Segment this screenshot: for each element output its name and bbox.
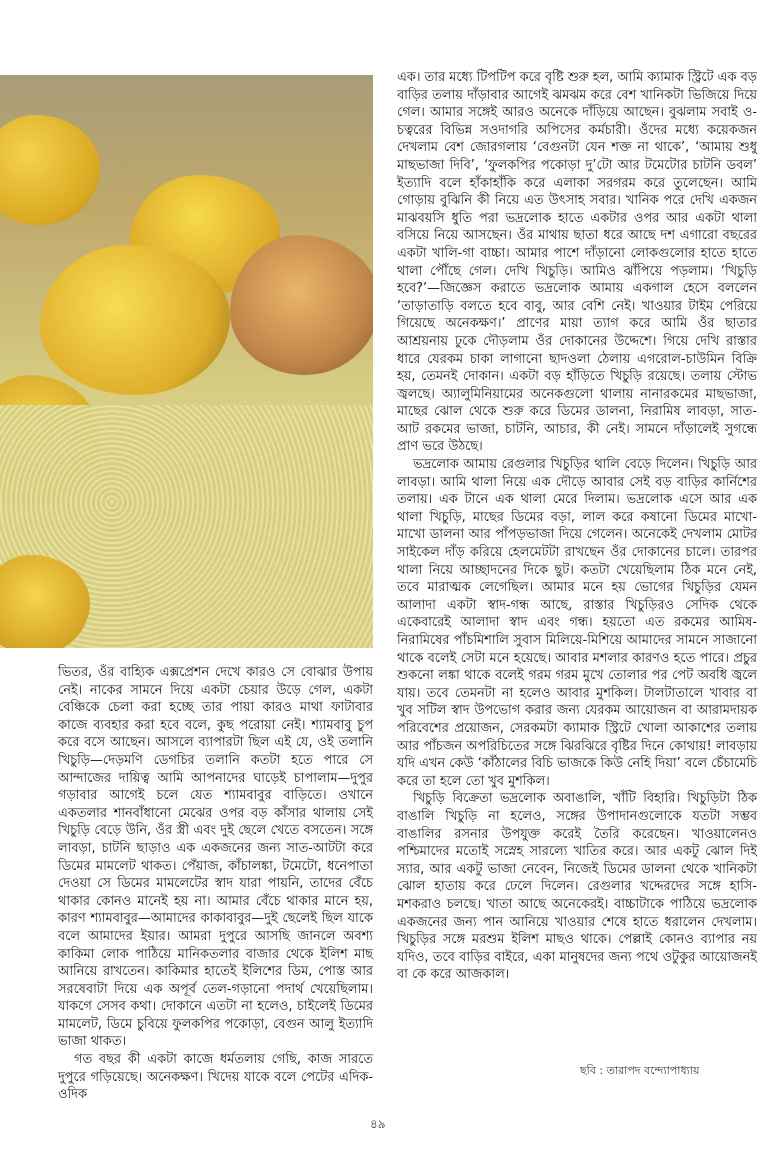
page-number: ৪৯ (370, 1117, 386, 1131)
food-photo (0, 75, 373, 648)
paragraph: এক। তার মধ্যে টিপটিপ করে বৃষ্টি শুরু হল, আমি ক্যামাক স্ট্রিটে এক বড় বাড়ির তলায় দাঁড়াবার আগেই ঝমঝম করে বেশ খানিকটা ভিজিয়ে দিয়ে গেল। আমার সঙ্গেই আরও অনেকে দাঁড়িয়ে আছেন। বুঝলাম সবাই ও-চত্বরের বিভিন্ন সওদাগরি অপিসের কর্মচারী। ওঁদের মধ্যে কয়েকজন দেখলাম বেশ জোরগলায় ‘বেগুনটা যেন শক্ত না থাকে’, ‘আমায় শুধু মাছভাজা দিবি’, ‘ফুলকপির পকোড়া দু’টো আর টমেটোর চাটনি ডবল’ ইত্যাদি বলে হাঁকাহাঁকি করে এলাকা সরগরম করে তুলেছেন। আমি গোড়ায় বুঝিনি কী নিয়ে এত উৎসাহ সবার। খানিক পরে দেখি একজন মাঝবয়সি ধুতি পরা ভদ্রলোক হাতে একটার ওপর আর একটা থালা বসিয়ে নিয়ে আসছেন। ওঁর মাথায় ছাতা ধরে আছে দশ এগারো বছরের একটা খালি-গা বাচ্চা। আমার পাশে দাঁড়ানো লোকগুলোর হাতে হাতে থালা পৌঁছে গেল। দেখি খিচুড়ি। আমিও ঝাঁপিয়ে পড়লাম। ‘খিচুড়ি হবে?’—জিজ্ঞেস করাতে ভদ্রলোক আমায় একগাল হেসে বললেন ‘তাড়াতাড়ি বলতে হবে বাবু, আর বেশি নেই। খাওয়ার টাইম পেরিয়ে গিয়েছে অনেকক্ষণ।’ প্রাণের মায়া ত্যাগ করে আমি ওঁর ছাতার আশ্রয়নায় ঢুকে দৌড়লাম ওঁর দোকানের উদ্দেশে। গিয়ে দেখি রাস্তার ধারে যেরকম চাকা লাগানো ছাদওলা ঠেলায় এগরোল-চাউমিন বিক্রি হয়, তেমনই দোকান। একটা বড় হাঁড়িতে খিচুড়ি রয়েছে। তলায় স্টোভ জ্বলছে। অ্যালুমিনিয়ামের অনেকগুলো থালায় নানারকমের মাছভাজা, মাছের ঝোল থেকে শুরু করে ডিমের ডালনা, নিরামিষ লাবড়া, সাত-আট রকমের ভাজা, চাটনি, আচার, কী নেই। সামনে দাঁড়ালেই সুগন্ধে প্রাণ ভরে উঠছে। (397, 70, 757, 455)
potato-piece (40, 245, 230, 395)
paragraph: ভদ্রলোক আমায় রেগুলার খিচুড়ির থালি বেড়ে দিলেন। খিচুড়ি আর লাবড়া। আমি থালা নিয়ে এক দৌড়ে আবার সেই বড় বাড়ির কার্নিশের তলায়। এক টানে এক থালা মেরে দিলাম। ভদ্রলোক এসে আর এক থালা খিচুড়ি, মাছের ডিমের বড়া, লাল করে কষানো ডিমের মাখো-মাখো ডালনা আর পাঁপড়ভাজা দিয়ে গেলেন। অনেকেই দেখলাম মোটর সাইকেল দাঁড় করিয়ে হেলমেটটা রাখছেন ওঁর দোকানের চালে। তারপর থালা নিয়ে আচ্ছাদনের দিকে ছুট। কতটা খেয়েছিলাম ঠিক মনে নেই, তবে মারাত্মক লেগেছিল। আমার মনে হয় ভোগের খিচুড়ির যেমন আলাদা একটা স্বাদ-গন্ধ আছে, রাস্তার খিচুড়িরও সেদিক থেকে একেবারেই আলাদা স্বাদ এবং গন্ধ। হয়তো এত রকমের আমিষ-নিরামিষের পাঁচমিশালি সুবাস মিলিয়ে-মিশিয়ে আমাদের সামনে সাজানো থাকে বলেই সেটা মনে হয়েছে। আবার মশলার কারণও হতে পারে। প্রচুর শুকনো লঙ্কা থাকে বলেই গরম গরম মুখে তোলার পর পেট অবধি জ্বলে যায়। তবে তেমনটা না হলেও আবার মুশকিল। টালটাতালে খাবার বা খুব সটিল স্বাদ উপভোগ করার জন্য যেরকম আয়োজন বা আরামদায়ক পরিবেশের প্রয়োজন, সেরকমটা ক্যামাক স্ট্রিটে খোলা আকাশের তলায় আর পাঁচজন অপরিচিতের সঙ্গে ঝিরঝিরে বৃষ্টির দিনে কোথায়! লাবড়ায় যদি এখন কেউ ‘কাঁঠালের বিচি ভাজকে কিউ নেহি দিয়া’ বলে চেঁচামেচি করে তা হলে তো খুব মুশকিল। (397, 457, 757, 789)
paragraph: ভিতর, ওঁর বাহ্যিক এক্সপ্রেশন দেখে কারও সে বোঝার উপায় নেই। নাকের সামনে দিয়ে একটা চেয়ার উড়ে গেল, একটা বেঞ্চিকে চেলা করা হচ্ছে তার পায়া কারও মাথা ফাটাবার কাজে ব্যবহার করা হবে বলে, কুছ পরোয়া নেই। শ্যামবাবু চুপ করে বসে আছেন। আসলে ব্যাপারটা ছিল এই যে, ওই তলানি খিচুড়ি—দেড়মণি ডেগচির তলানি কতটা হতে পারে সে আন্দাজের দায়িত্ব আমি আপনাদের ঘাড়েই চাপালাম—দুপুর গড়াবার আগেই চলে যেত শ্যামবাবুর বাড়িতে। ওখানে একতলার শানবাঁধানো মেঝের ওপর বড় কাঁসার থালায় সেই খিচুড়ি বেড়ে উনি, ওঁর স্ত্রী এবং দুই ছেলে খেতে বসতেন। সঙ্গে লাবড়া, চাটনি ছাড়াও এক একজনের জন্য সাত-আটটা করে ডিমের মামলেট থাকত। পেঁয়াজ, কাঁচালঙ্কা, টমেটো, ধনেপাতা দেওয়া সে ডিমের মামলেটের স্বাদ যারা পায়নি, তাদের বেঁচে থাকার কোনও মানেই হয় না। আমার বেঁচে থাকার মানে হয়, কারণ শ্যামবাবুর—আমাদের কাকাবাবুর—দুই ছেলেই ছিল যাকে বলে আমাদের ইয়ার। আমরা দুপুরে আসছি জানলে অবশ্য কাকিমা লোক পাঠিয়ে মানিকতলার বাজার থেকে ইলিশ মাছ আনিয়ে রাখতেন। কাকিমার হাতেই ইলিশের ডিম, পোস্ত আর সরষেবাটা দিয়ে এক অপূর্ব তেল-গড়ানো পদার্থ খেয়েছিলাম। যাকগে সেসব কথা। দোকানে এতটা না হলেও, চাইলেই ডিমের মামলেট, ডিমে চুবিয়ে ফুলকপির পকোড়া, বেগুন আলু ইত্যাদি ভাজা থাকত। (58, 665, 373, 1050)
article-column-left (58, 664, 373, 1104)
article-column-right (397, 69, 757, 984)
paragraph: খিচুড়ি বিক্রেতা ভদ্রলোক অবাঙালি, খাঁটি বিহারি। খিচুড়িটা ঠিক বাঙালি খিচুড়ি না হলেও, সঙ্গের উপাদানগুলোকে যতটা সম্ভব বাঙালির রসনার উপযুক্ত করেই তৈরি করেছেন। খাওয়ালেনও পশ্চিমাদের মতোই সস্নেহ সারল্যে খাতির করে। আর একটু ঝোল দিই স্যার, আর একটু ভাজা নেবেন, নিজেই ডিমের ডালনা থেকে খানিকটা ঝোল হাতায় করে ঢেলে দিলেন। রেগুলার খদ্দেরদের সঙ্গে হাসি-মশকরাও চলছে। খাতা আছে অনেকেরই। বাচ্চাটাকে পাঠিয়ে ভদ্রলোক একজনের জন্য পান আনিয়ে খাওয়ার শেষে হাতে ধরালেন দেখলাম। খিচুড়ির সঙ্গে মরশুম ইলিশ মাছও থাকে। পেল্লাই কোনও ব্যাপার নয় যদিও, তবে বাড়ির বাইরে, একা মানুষদের জন্য পথে ওটুকুর আয়োজনই বা কে করে আজকাল। (397, 791, 757, 983)
paragraph: গত বছর কী একটা কাজে ধর্মতলায় গেছি, কাজ সারতে দুপুরে গড়িয়েছে। অনেকক্ষণ। খিদেয় যাকে বলে পেটের এদিক-ওদিক (58, 1052, 373, 1103)
photo-credit: ছবি : তারাপদ বন্দ্যোপাধ্যায় (580, 1064, 700, 1077)
potato-piece (230, 235, 373, 375)
